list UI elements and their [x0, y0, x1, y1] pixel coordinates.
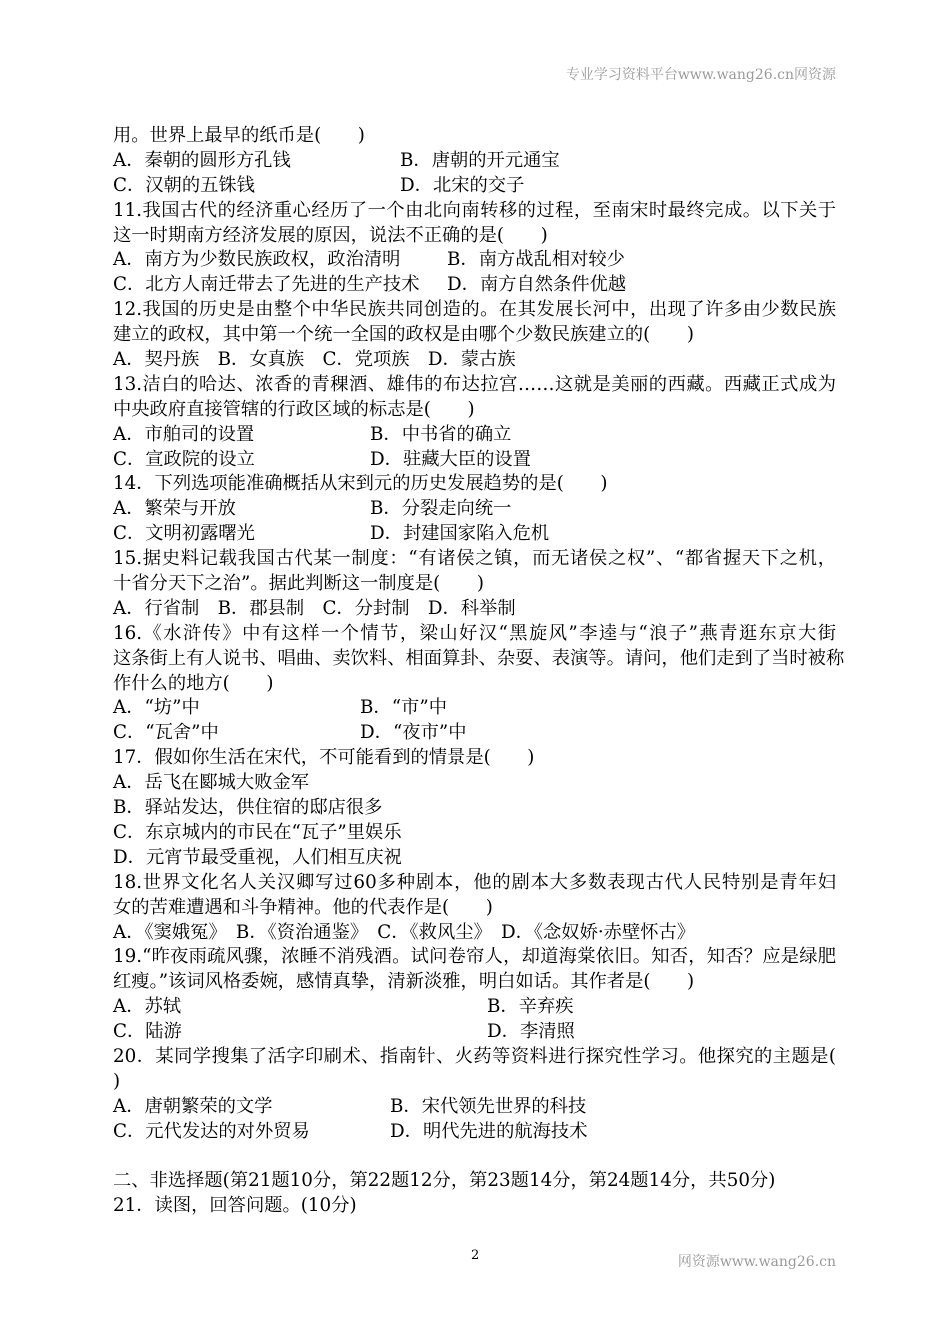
- q19-stem-line: 19.“昨夜雨疏风骤，浓睡不消残酒。试问卷帘人，却道海棠依旧。知否，知否？应是绿肥: [113, 946, 836, 968]
- q10-option-a: A．秦朝的圆形方孔钱: [113, 149, 291, 171]
- q16-stem-line: 这条街上有人说书、唱曲、卖饮料、相面算卦、杂耍、表演等。请问，他们走到了当时被称: [113, 647, 845, 669]
- q17-option-a: A．岳飞在郾城大败金军: [113, 772, 310, 794]
- q19-option-row: [113, 995, 836, 1020]
- section-title: 二、非选择题(第21题10分，第22题12分，第23题14分，第24题14分，共50分): [113, 1170, 776, 1192]
- footer-watermark: 网资源www.wang26.cn: [677, 1254, 836, 1270]
- q14-stem-line: 14．下列选项能准确概括从宋到元的历史发展趋势的是( ): [113, 473, 608, 495]
- q10-option-row: [113, 149, 836, 174]
- q18-stem-line: 18.世界文化名人关汉卿写过60多种剧本，他的剧本大多数表现古代人民特别是青年妇: [113, 871, 836, 893]
- q11-option-d: D．南方自然条件优越: [447, 274, 627, 296]
- q14-option-d: D．封建国家陷入危机: [370, 523, 550, 545]
- q19-option-c: C．陆游: [113, 1021, 182, 1043]
- q18-stem-line: 女的苦难遭遇和斗争精神。他的代表作是( ): [113, 896, 493, 918]
- q17-option-b: B．驿站发达，供住宿的邸店很多: [113, 797, 383, 819]
- q13-option-b: B．中书省的确立: [370, 423, 512, 445]
- q16-option-d: D．“夜市”中: [360, 722, 467, 744]
- q18-options: A．《窦娥冤》 B．《资治通鉴》 C．《救风尘》 D．《念奴娇·赤壁怀古》: [113, 921, 696, 943]
- q12-options: A．契丹族 B．女真族 C．党项族 D．蒙古族: [113, 349, 516, 371]
- q17-stem-line: 17．假如你生活在宋代，不可能看到的情景是( ): [113, 747, 535, 769]
- q19-option-d: D．李清照: [487, 1021, 575, 1043]
- q16-option-b: B．“市”中: [360, 697, 447, 719]
- q11-stem-line: 这一时期南方经济发展的原因，说法不正确的是( ): [113, 224, 548, 246]
- q13-option-c: C．宣政院的设立: [113, 448, 255, 470]
- q14-option-c: C．文明初露曙光: [113, 523, 255, 545]
- q20-stem-line: 20．某同学搜集了活字印刷术、指南针、火药等资料进行探究性学习。他探究的主题是(: [113, 1045, 836, 1067]
- q10-option-c: C．汉朝的五铢钱: [113, 174, 255, 196]
- exam-content: [113, 124, 845, 1219]
- q13-option-d: D．驻藏大臣的设置: [370, 448, 531, 470]
- q10-option-b: B．唐朝的开元通宝: [400, 149, 560, 171]
- q13-option-row: [113, 423, 836, 448]
- q13-option-a: A．市舶司的设置: [113, 423, 255, 445]
- q17-option-c: C．东京城内的市民在“瓦子”里娱乐: [113, 821, 402, 843]
- q20-option-c: C．元代发达的对外贸易: [113, 1120, 310, 1142]
- q12-stem-line: 建立的政权，其中第一个统一全国的政权是由哪个少数民族建立的( ): [113, 324, 694, 346]
- q20-option-d: D．明代先进的航海技术: [390, 1120, 588, 1142]
- blank-line: [113, 1145, 836, 1170]
- q19-option-b: B．辛弃疾: [487, 996, 574, 1018]
- q11-option-row: [113, 273, 836, 298]
- q19-option-row: [113, 1020, 836, 1045]
- q16-stem-line: 16.《水浒传》中有这样一个情节，梁山好汉“黑旋风”李逵与“浪子”燕青逛东京大街: [113, 622, 836, 644]
- q15-stem-line: 15.据史料记载我国古代某一制度：“有诸侯之镇，而无诸侯之权”、“都省握天下之机，: [113, 548, 836, 570]
- q10-stem-line: 用。世界上最早的纸币是( ): [113, 125, 365, 146]
- header-watermark: 专业学习资料平台www.wang26.cn网资源: [565, 67, 836, 83]
- q11-option-c: C．北方人南迁带去了先进的生产技术: [113, 274, 420, 296]
- q11-option-b: B．南方战乱相对较少: [447, 249, 625, 271]
- q20-stem-line: ): [113, 1070, 121, 1092]
- q20-option-row: [113, 1120, 836, 1145]
- q16-option-row: [113, 721, 836, 746]
- q20-option-row: [113, 1095, 836, 1120]
- q17-option-d: D．元宵节最受重视，人们相互庆祝: [113, 846, 402, 868]
- q14-option-b: B．分裂走向统一: [370, 498, 512, 520]
- q16-option-row: [113, 696, 836, 721]
- q12-stem-line: 12.我国的历史是由整个中华民族共同创造的。在其发展长河中，出现了许多由少数民族: [113, 299, 836, 321]
- q14-option-row: [113, 522, 836, 547]
- q19-stem-line: 红瘦。”该词风格委婉，感情真挚，清新淡雅，明白如话。其作者是( ): [113, 971, 695, 993]
- q13-stem-line: 中央政府直接管辖的行政区域的标志是( ): [113, 398, 475, 420]
- q15-stem-line: 十省分天下之治”。据此判断这一制度是( ): [113, 573, 484, 595]
- q13-option-row: [113, 448, 836, 473]
- q20-option-a: A．唐朝繁荣的文学: [113, 1095, 273, 1117]
- q14-option-a: A．繁荣与开放: [113, 498, 236, 520]
- q11-option-a: A．南方为少数民族政权，政治清明: [113, 249, 401, 271]
- q13-stem-line: 13.洁白的哈达、浓香的青稞酒、雄伟的布达拉宫……这就是美丽的西藏。西藏正式成为: [113, 373, 836, 395]
- page-number: 2: [471, 1248, 480, 1263]
- q10-option-row: [113, 174, 836, 199]
- q19-option-a: A．苏轼: [113, 996, 182, 1018]
- q21-stem-line: 21．读图，回答问题。(10分): [113, 1195, 357, 1217]
- q16-option-a: A．“坊”中: [113, 697, 200, 719]
- q15-options: A．行省制 B．郡县制 C．分封制 D．科举制: [113, 597, 516, 619]
- q10-option-d: D．北宋的交子: [400, 174, 525, 196]
- q16-stem-line: 作什么的地方( ): [113, 672, 274, 694]
- q16-option-c: C．“瓦舍”中: [113, 722, 219, 744]
- q11-stem-line: 11.我国古代的经济重心经历了一个由北向南转移的过程，至南宋时最终完成。以下关于: [113, 199, 836, 221]
- q14-option-row: [113, 497, 836, 522]
- q20-option-b: B．宋代领先世界的科技: [390, 1095, 587, 1117]
- q11-option-row: [113, 248, 836, 273]
